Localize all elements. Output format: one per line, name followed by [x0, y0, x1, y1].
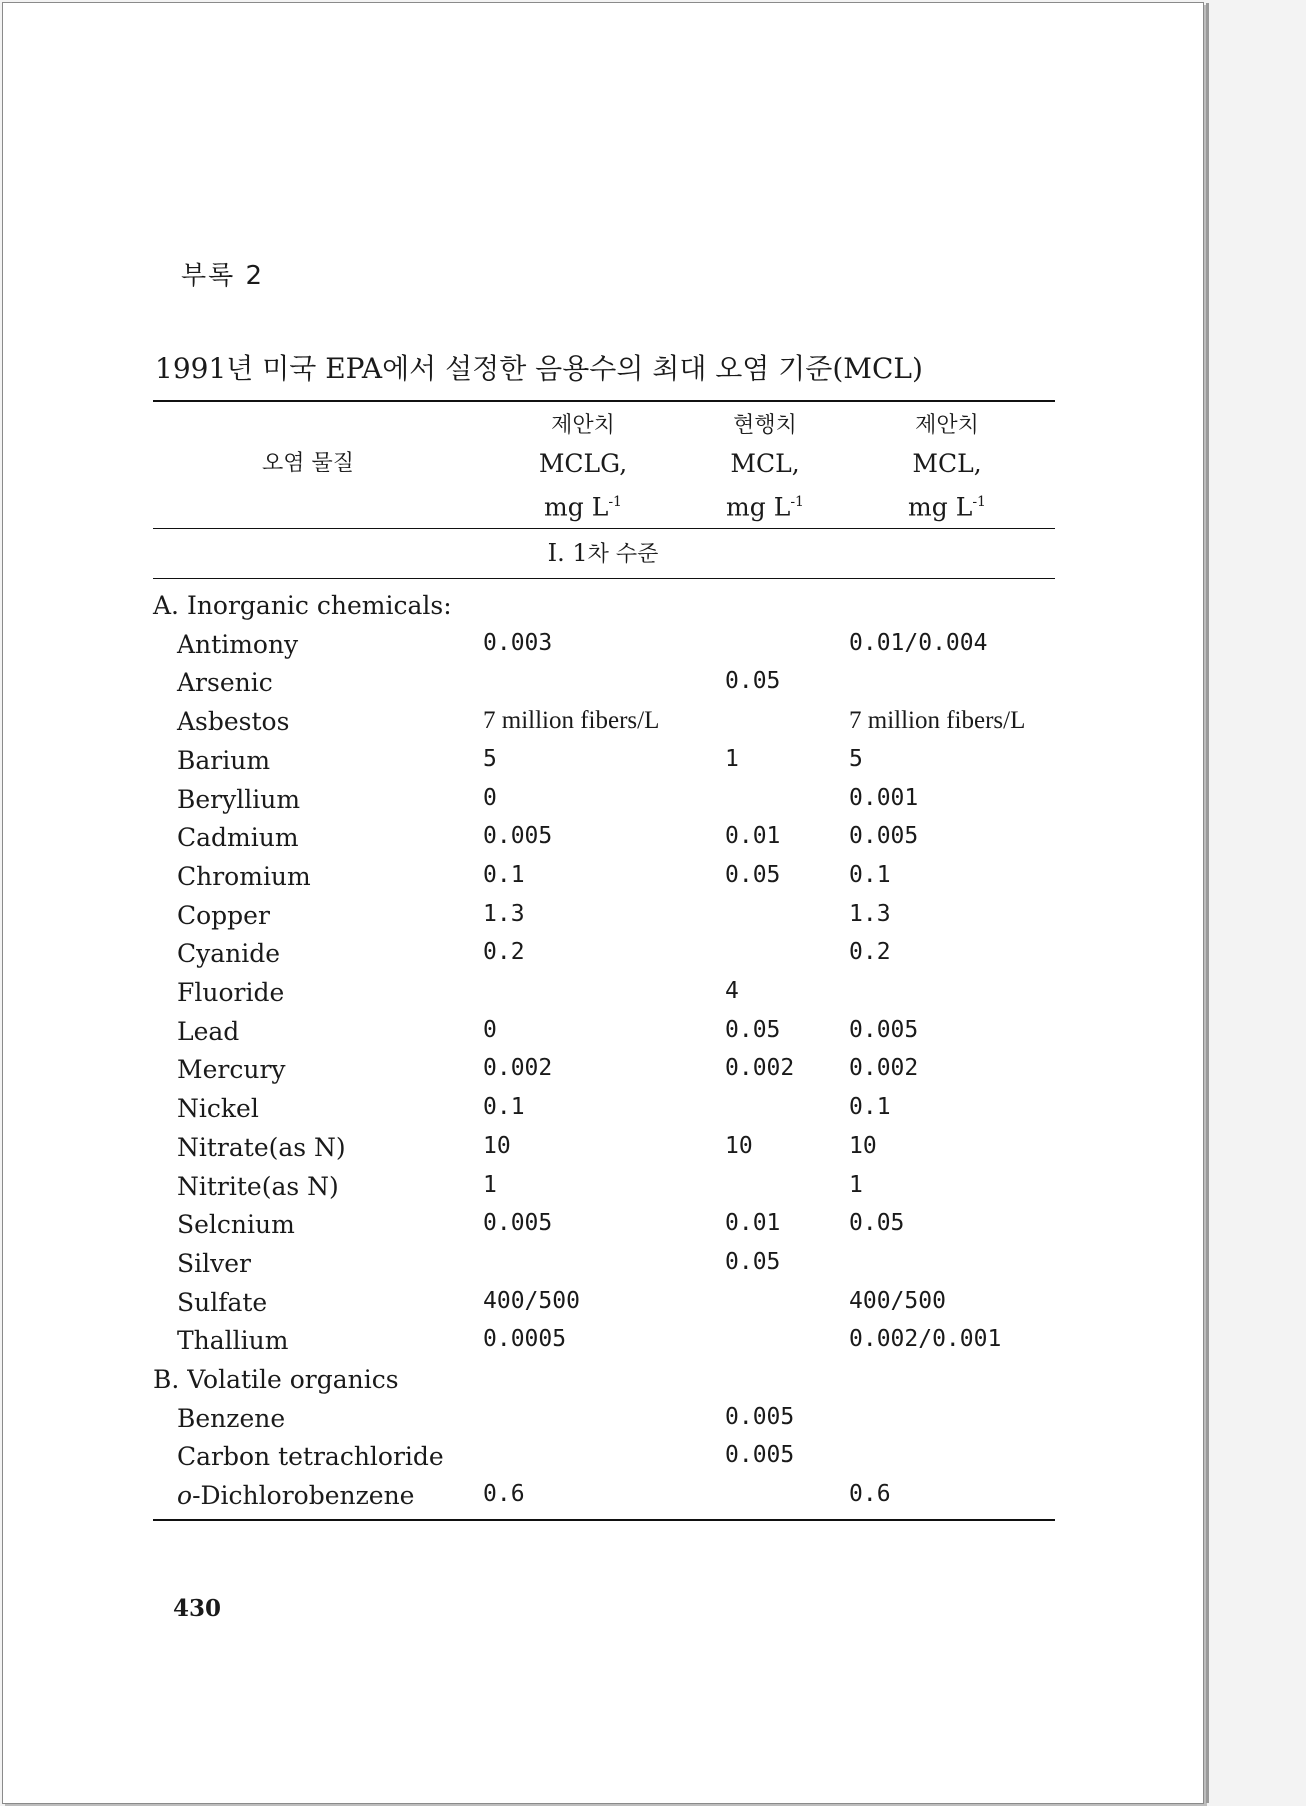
c1-value: 0.6 — [483, 1481, 525, 1508]
c3-value: 0.002/0.001 — [849, 1326, 1002, 1353]
c1-value: 0.005 — [483, 1210, 553, 1237]
col2-header-exp: -1 — [790, 494, 804, 510]
substance-name: Barium — [177, 745, 271, 775]
substance-name: Sulfate — [177, 1287, 268, 1317]
c1-value: 7 million fibers/L — [483, 707, 660, 735]
table-row — [3, 785, 1203, 824]
c1-value: 0.1 — [483, 1094, 525, 1121]
col2-header-line1: 현행치 — [733, 413, 797, 438]
table-row — [3, 1249, 1203, 1288]
table-row — [3, 1210, 1203, 1249]
table-row — [3, 823, 1203, 862]
col1-header — [523, 407, 643, 526]
table-row — [3, 1172, 1203, 1211]
c1-value: 0 — [483, 784, 497, 811]
table-row — [3, 630, 1203, 669]
col2-header-line2: MCL, — [730, 449, 800, 478]
table-row — [3, 901, 1203, 940]
c2-value: 0.05 — [725, 861, 781, 888]
group-heading-row — [3, 591, 1203, 630]
c3-value: 1.3 — [849, 900, 891, 927]
col3-header-line1: 제안치 — [915, 413, 979, 438]
col1-header-line2: MCLG, — [538, 449, 628, 478]
c1-value: 1.3 — [483, 900, 525, 927]
c1-value: 0.0005 — [483, 1326, 567, 1353]
ortho-prefix: o — [177, 1481, 193, 1511]
group-heading-row — [3, 1365, 1203, 1404]
substance-name: Mercury — [177, 1055, 286, 1085]
c3-value: 0.1 — [849, 1094, 891, 1121]
c3-value: 0.2 — [849, 939, 891, 966]
c2-value: 0.005 — [725, 1442, 795, 1469]
c3-value: 400/500 — [849, 1287, 946, 1314]
level-rule — [153, 578, 1055, 579]
page-number: 430 — [173, 1595, 222, 1622]
table-row — [3, 1442, 1203, 1481]
substance-name: o-Dichlorobenzene — [177, 1481, 415, 1511]
c2-value: 0.05 — [725, 668, 781, 695]
bottom-rule — [153, 1519, 1055, 1521]
c2-value: 0.05 — [725, 1248, 781, 1275]
c1-value: 0.003 — [483, 629, 553, 656]
substance-name: Benzene — [177, 1403, 286, 1433]
table-row — [3, 1326, 1203, 1365]
table-row — [3, 862, 1203, 901]
level-label: 차 수준 — [587, 542, 659, 567]
c3-value: 10 — [849, 1132, 877, 1159]
substance-name: Asbestos — [177, 707, 290, 737]
substance-header: 오염 물질 — [261, 451, 354, 476]
c1-value: 1 — [483, 1171, 497, 1198]
c1-value: 0.002 — [483, 1055, 553, 1082]
c2-value: 4 — [725, 978, 739, 1004]
table-row — [3, 939, 1203, 978]
table-row — [3, 1055, 1203, 1094]
substance-name: Arsenic — [177, 668, 273, 698]
c1-value: 5 — [483, 745, 497, 772]
c3-value: 0.005 — [849, 1016, 919, 1043]
c1-value: 400/500 — [483, 1287, 580, 1314]
c2-value: 0.05 — [725, 1016, 781, 1043]
level-heading — [533, 537, 673, 568]
table-row — [3, 746, 1203, 785]
table-row — [3, 707, 1203, 746]
c3-value: 0.1 — [849, 861, 891, 888]
col1-header-exp: -1 — [608, 494, 622, 510]
c3-value: 0.005 — [849, 823, 919, 850]
substance-name: Nitrate(as N) — [177, 1132, 346, 1162]
col1-header-line1: 제안치 — [551, 413, 615, 438]
table-row — [3, 1288, 1203, 1327]
substance-name: Selcnium — [177, 1210, 295, 1240]
c3-value: 7 million fibers/L — [849, 707, 1026, 735]
col3-header-line2: MCL, — [912, 449, 982, 478]
c2-value: 0.01 — [725, 1210, 781, 1237]
substance-name: Chromium — [177, 861, 311, 891]
substance-name: Cyanide — [177, 939, 281, 969]
col3-header-exp: -1 — [972, 494, 986, 510]
substance-name: Antimony — [177, 629, 299, 659]
substance-name: Carbon tetrachloride — [177, 1442, 444, 1472]
substance-name: Fluoride — [177, 978, 285, 1007]
c2-value: 10 — [725, 1132, 753, 1159]
c2-value: 0.002 — [725, 1055, 795, 1082]
group-heading: A. Inorganic chemicals: — [153, 591, 452, 620]
c3-value: 0.01/0.004 — [849, 629, 988, 656]
c1-value: 0 — [483, 1016, 497, 1043]
substance-name: Copper — [177, 900, 270, 930]
c1-value: 0.1 — [483, 861, 525, 888]
level-roman: I. 1 — [547, 539, 588, 567]
substance-name: Nitrite(as N) — [177, 1171, 339, 1201]
substance-name: Cadmium — [177, 823, 299, 853]
col2-header — [705, 407, 825, 526]
appendix-label: 부록 2 — [181, 261, 265, 291]
c1-value: 10 — [483, 1132, 511, 1159]
table-row — [3, 668, 1203, 707]
c3-value: 5 — [849, 745, 863, 772]
top-rule — [153, 400, 1055, 402]
substance-name: Beryllium — [177, 784, 301, 814]
table-row — [3, 1133, 1203, 1172]
c3-value: 0.05 — [849, 1210, 905, 1237]
c3-value: 0.6 — [849, 1481, 891, 1508]
c3-value: 0.002 — [849, 1055, 919, 1082]
c1-value: 0.005 — [483, 823, 553, 850]
table-row — [3, 1017, 1203, 1056]
table-row — [3, 1404, 1203, 1443]
substance-name: Lead — [177, 1016, 240, 1046]
col3-header — [887, 407, 1007, 526]
substance-name: Silver — [177, 1248, 251, 1278]
document-page — [2, 2, 1204, 1804]
table-row — [3, 1481, 1203, 1520]
group-heading: B. Volatile organics — [153, 1365, 399, 1394]
header-rule — [153, 528, 1055, 529]
table-title: 1991년 미국 EPA에서 설정한 음용수의 최대 오염 기준(MCL) — [155, 352, 923, 385]
table-row — [3, 978, 1203, 1017]
c2-value: 1 — [725, 745, 739, 772]
c3-value: 0.001 — [849, 784, 919, 811]
c3-value: 1 — [849, 1171, 863, 1198]
col1-header-unit: mg L — [544, 492, 609, 522]
c2-value: 0.005 — [725, 1403, 795, 1430]
table-row — [3, 1094, 1203, 1133]
col3-header-unit: mg L — [908, 492, 973, 522]
col2-header-unit: mg L — [726, 492, 791, 522]
c1-value: 0.2 — [483, 939, 525, 966]
c2-value: 0.01 — [725, 823, 781, 850]
substance-name: Thallium — [177, 1326, 289, 1356]
substance-name: Nickel — [177, 1094, 259, 1124]
